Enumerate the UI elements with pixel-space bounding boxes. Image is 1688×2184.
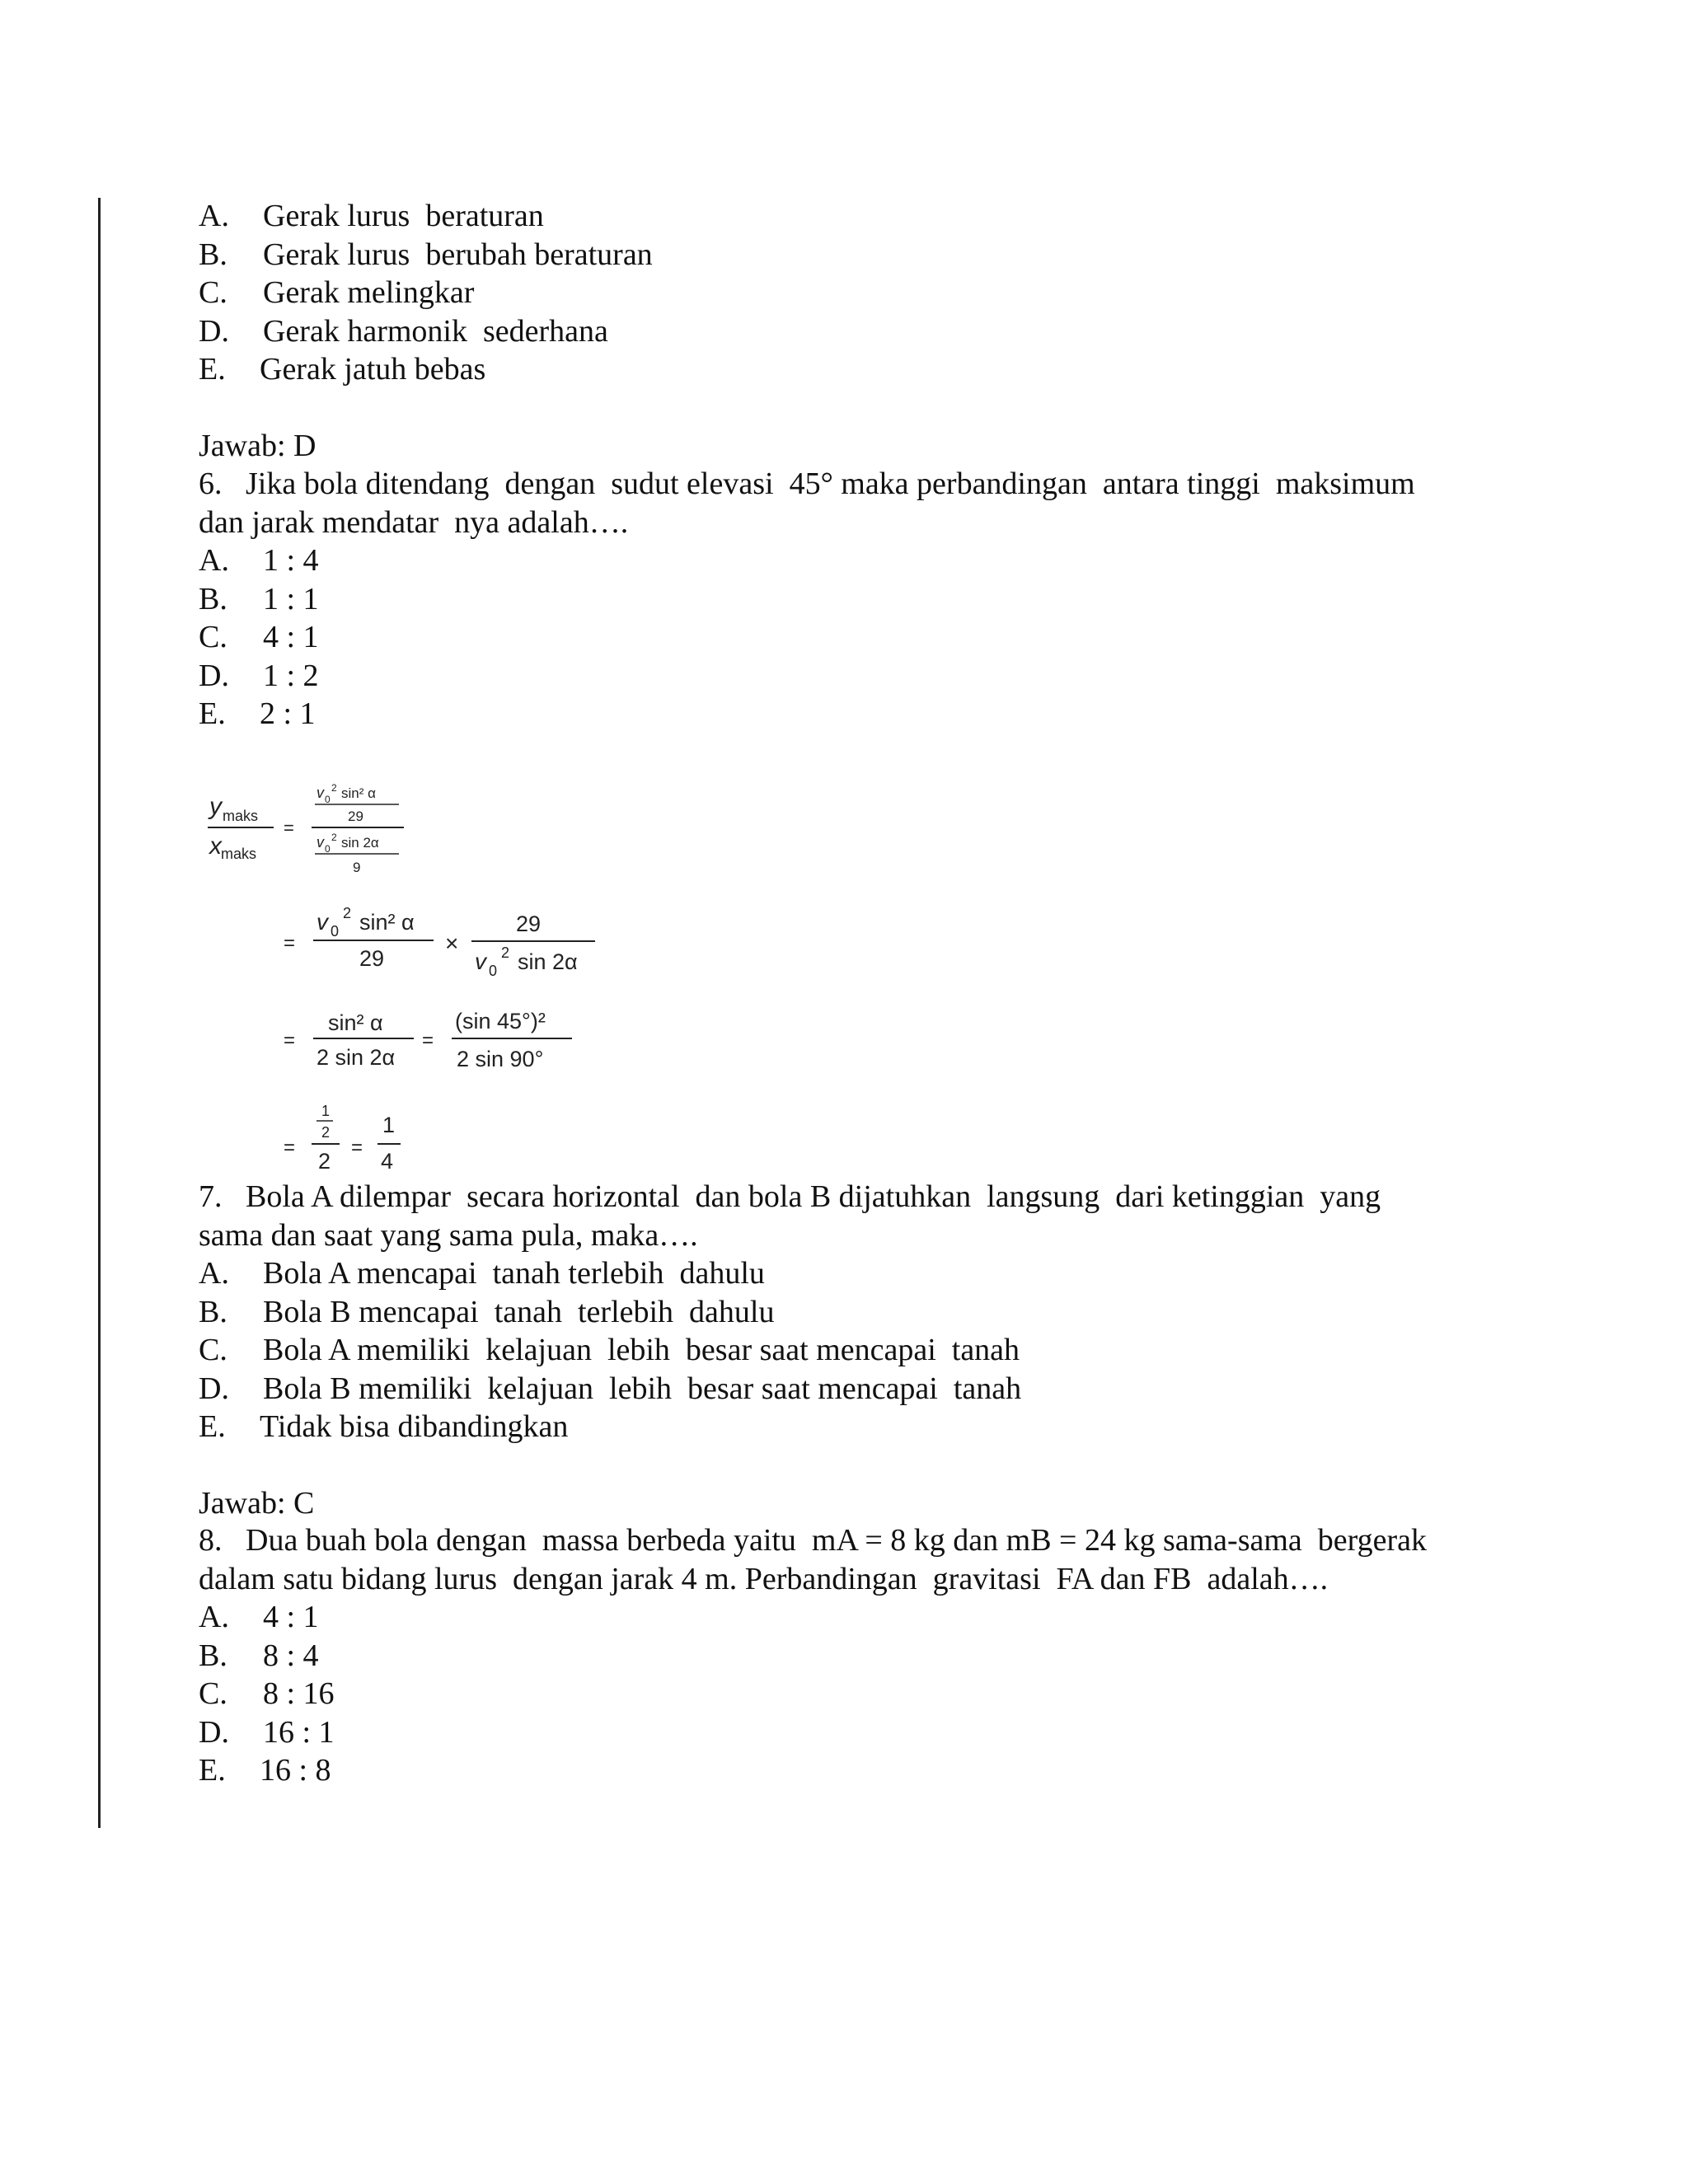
option-letter: D. <box>199 658 229 693</box>
question-6-block <box>199 465 1534 733</box>
option-text: Bola B mencapai tanah terlebih dahulu <box>263 1294 775 1329</box>
option-letter: D. <box>199 1714 229 1750</box>
option-b <box>199 236 1534 274</box>
option-letter: B. <box>199 581 227 616</box>
constant-9: 9 <box>353 860 361 875</box>
sin-squared-alpha: sin² α <box>359 910 415 935</box>
question-8-block <box>199 1521 1534 1790</box>
option-a <box>199 541 1534 580</box>
square-exponent: 2 <box>343 905 352 921</box>
option-text: 8 : 16 <box>263 1676 335 1711</box>
square-exponent: 2 <box>331 832 337 843</box>
option-letter: A. <box>199 1256 229 1291</box>
two-sin-2alpha: 2 sin 2α <box>316 1045 396 1070</box>
option-e <box>199 695 1534 733</box>
question-7-block <box>199 1178 1534 1522</box>
numeral-2: 2 <box>318 1149 331 1174</box>
option-text: 1 : 4 <box>263 543 319 578</box>
option-text: 1 : 2 <box>263 658 319 693</box>
option-letter: E. <box>199 1409 226 1444</box>
option-a <box>199 1598 1534 1637</box>
sin-2alpha: sin 2α <box>341 835 379 851</box>
answer-line: Jawab: D <box>199 428 316 463</box>
formula-svg <box>203 778 631 1180</box>
option-letter: A. <box>199 543 229 578</box>
option-c <box>199 618 1534 657</box>
question-text: 8. Dua buah bola dengan massa berbeda yaitu mA = 8 kg dan mB = 24 kg sama-sama bergerak <box>199 1523 1427 1558</box>
v0-subscript: 0 <box>331 923 340 940</box>
question-5-block <box>199 197 1534 465</box>
option-a <box>199 1254 1534 1293</box>
equals-sign: = <box>422 1029 434 1052</box>
option-c <box>199 274 1534 312</box>
option-d <box>199 657 1534 696</box>
option-letter: E. <box>199 352 226 387</box>
numeral-1: 1 <box>321 1103 331 1119</box>
option-b <box>199 580 1534 619</box>
question-text: 7. Bola A dilempar secara horizontal dan bola B dijatuhkan langsung dari ketinggian yang <box>199 1179 1381 1214</box>
option-a <box>199 197 1534 236</box>
option-letter: E. <box>199 696 226 731</box>
answer-line: Jawab: C <box>199 1485 315 1521</box>
option-letter: C. <box>199 1333 227 1367</box>
option-letter: E. <box>199 1753 226 1788</box>
option-c <box>199 1675 1534 1713</box>
option-text: Bola A memiliki kelajuan lebih besar saat mencapai tanah <box>263 1333 1020 1367</box>
option-text: Tidak bisa dibandingkan <box>260 1409 569 1444</box>
option-text: 1 : 1 <box>263 581 319 616</box>
question-text-cont: sama dan saat yang sama pula, maka…. <box>199 1217 698 1253</box>
option-letter: A. <box>199 199 229 233</box>
option-d <box>199 1713 1534 1752</box>
option-letter: C. <box>199 275 227 310</box>
equals-sign: = <box>284 1029 296 1052</box>
option-e <box>199 350 1534 389</box>
lhs-denominator-sub: maks <box>221 846 257 862</box>
question-text-cont: dan jarak mendatar nya adalah…. <box>199 504 629 540</box>
v0-symbol: v <box>475 949 486 974</box>
option-letter: B. <box>199 1638 227 1673</box>
option-b <box>199 1637 1534 1675</box>
times-sign: × <box>445 930 459 956</box>
option-b <box>199 1293 1534 1332</box>
option-text: Gerak harmonik sederhana <box>263 313 608 349</box>
option-letter: C. <box>199 620 227 654</box>
option-e <box>199 1751 1534 1790</box>
numeral-1: 1 <box>382 1113 396 1137</box>
constant-29: 29 <box>359 946 385 971</box>
option-text: 16 : 8 <box>260 1753 331 1788</box>
equals-sign: = <box>351 1137 363 1159</box>
question-text: 6. Jika bola ditendang dengan sudut elevasi 45° maka perbandingan antara tinggi maksimum <box>199 466 1415 501</box>
v0-symbol: v <box>316 909 328 935</box>
option-letter: B. <box>199 1294 227 1329</box>
constant-29: 29 <box>348 808 363 824</box>
v0-subscript: 0 <box>489 963 498 979</box>
option-text: Gerak lurus beraturan <box>263 199 544 233</box>
numeral-2: 2 <box>321 1124 331 1141</box>
option-letter: B. <box>199 237 227 272</box>
margin-rule <box>98 198 101 1828</box>
v0-symbol: v <box>316 785 324 801</box>
option-d <box>199 1370 1534 1408</box>
option-text: 2 : 1 <box>260 696 316 731</box>
option-text: Bola A mencapai tanah terlebih dahulu <box>263 1256 765 1291</box>
option-letter: D. <box>199 1371 229 1406</box>
option-text: Bola B memiliki kelajuan lebih besar saat mencapai tanah <box>263 1371 1022 1406</box>
option-text: 8 : 4 <box>263 1638 319 1673</box>
lhs-numerator-sub: maks <box>223 808 259 824</box>
question-text-cont: dalam satu bidang lurus dengan jarak 4 m. Perbandingan gravitasi FA dan FB adalah…. <box>199 1561 1329 1596</box>
option-text: Gerak jatuh bebas <box>260 352 486 387</box>
v0-symbol: v <box>316 834 324 851</box>
option-letter: A. <box>199 1600 229 1634</box>
sin-squared-alpha: sin² α <box>341 785 376 801</box>
lhs-denominator: x <box>209 832 222 860</box>
numeral-4: 4 <box>381 1149 394 1174</box>
option-text: Gerak lurus berubah beraturan <box>263 237 653 272</box>
option-c <box>199 1331 1534 1370</box>
square-exponent: 2 <box>331 782 337 794</box>
option-text: 4 : 1 <box>263 1600 319 1634</box>
equals-sign: = <box>284 818 294 838</box>
constant-29: 29 <box>516 912 542 936</box>
option-text: 16 : 1 <box>263 1714 335 1750</box>
option-text: 4 : 1 <box>263 620 319 654</box>
option-letter: D. <box>199 313 229 349</box>
sin-squared-alpha: sin² α <box>328 1010 383 1035</box>
option-d <box>199 312 1534 351</box>
square-exponent: 2 <box>501 944 510 961</box>
two-sin-90: 2 sin 90° <box>457 1047 544 1071</box>
option-letter: C. <box>199 1676 227 1711</box>
equals-sign: = <box>284 932 296 954</box>
lhs-numerator: y <box>209 793 222 820</box>
v0-subscript: 0 <box>325 843 331 855</box>
option-e <box>199 1408 1534 1446</box>
sin-45-squared: (sin 45°)² <box>455 1009 546 1033</box>
option-text: Gerak melingkar <box>263 275 475 310</box>
solution-formula <box>203 778 631 1180</box>
v0-subscript: 0 <box>325 794 331 805</box>
sin-2alpha: sin 2α <box>518 949 578 974</box>
equals-sign: = <box>284 1137 296 1159</box>
